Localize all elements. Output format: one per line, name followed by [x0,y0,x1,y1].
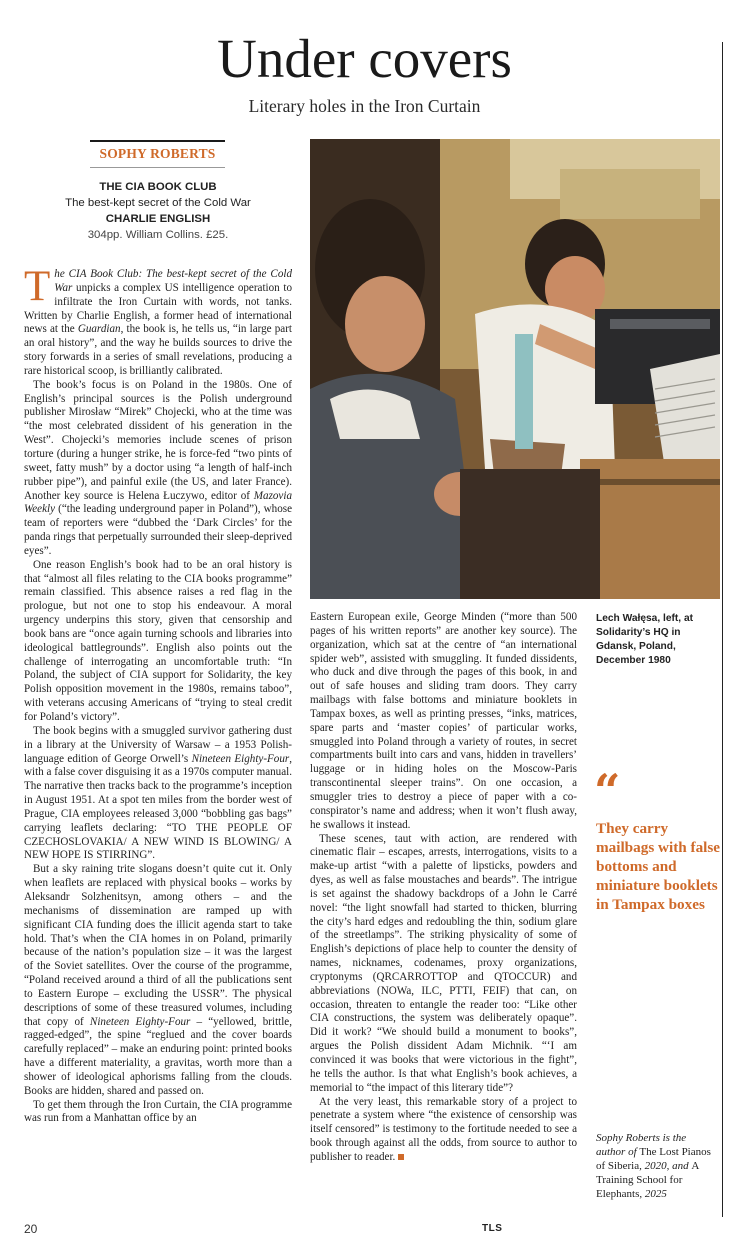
guardian-italic: Guardian [77,323,121,336]
paragraph-2 [24,379,292,559]
page-frame-rule [722,42,723,1217]
book-title-italic: he CIA Book Club: The best-kept secret of the Cold War [54,268,292,294]
photo-caption: Lech Wałęsa, left, at Solidarity’s HQ in Gdansk, Poland, December 1980 [596,613,693,666]
paragraph-2-text-a: The book’s focus is on Poland in the 1980s. One of English’s principal sources is the Polish underground publisher Mirosław “Mirek” Chojecki, who at the time was “the most celebrated dissident of his generation in the West”. Chojecki’s memories include scenes of prison torture (during a hunger strike, he is force-fed “two pints of sweet, fatty mush” by a doctor using “a length of half-inch rubber pipe”), and painful exile (the US, and later France). Another key source is Helena Łuczywo, editor of [24,378,292,502]
paragraph-2-text-b: (“the leading underground paper in Poland”), whose team of reporters were “dubbed the ‘Dark Circles’ for the panda rings that perpetually surrounded their sleep-deprived eyes”. [24,503,292,557]
pull-quote: They carry mailbags with false bottoms and miniature booklets in Tampax boxes [596,820,721,913]
paragraph-5-text-a: But a sky raining trite slogans doesn’t quite cut it. Only when leaflets are replaced with physical books – works by Aleksandr Solzhenitsyn, among others – and the mechanisms of dissemination are ramped up with significant CIA funding does the illicit agenda start to take hold. That’s when the CIA homes in on Poland, primarily because of the nation’s population size – it was the largest of the Soviet satellites. Over the course of the programme, “Poland received around a third of all the publications sent to Eastern Europe – excluding the USSR”. The physical descriptions of some of these treasured volumes, including that copy of [24,863,292,1028]
headline: Under covers [217,28,512,89]
photo-walesa-printing-press [310,139,720,599]
paragraph-3: One reason English’s book had to be an oral history is that “almost all files relating to the CIA books programme” remain classified. This absence raises a red flag in the prologue, but not one to stop his endeavour. A moral urgency underpins this story, given that censorship and book bans are “once again turning schools and libraries into ideological battlegrounds”. English also points out the challenge of interrogating an uncomfortable truth: “In Poland, the subject of CIA support for Solidarity, the key Polish opposition movement in the 1980s, remains taboo”, with veterans accusing Americans of “trying to steal credit for Poland’s victory”. [24,558,292,723]
end-mark-icon [398,1154,404,1160]
byline-rule-top [90,140,225,142]
paragraph-6: To get them through the Iron Curtain, the CIA programme was run from a Manhattan office by an [24,1098,292,1125]
book-info [38,179,278,243]
bio-line-1: Sophy Roberts is the author of [596,1132,687,1158]
paragraph-1-text-b: , the book is, he tells us, “in large part an oral history”, and the way he builds sources to drive the story forwards in a series of small revelations, producing a rare historical scoop, is brilliantly calibrated. [24,323,292,377]
bio-book-2: A Training School for Elephants [596,1160,699,1200]
mazovia-italic: Mazovia Weekly [24,489,292,516]
publication-name: TLS [482,1223,503,1234]
book-title: THE CIA BOOK CLUB [99,181,217,193]
photo-illustration [310,139,720,599]
standfirst: Literary holes in the Iron Curtain [248,96,481,116]
orwell-title-italic: Nineteen Eighty-Four [191,752,290,765]
byline: SOPHY ROBERTS [99,146,216,161]
paragraph-7: These scenes, taut with action, are rendered with cinematic flair – escapes, arrests, interrogations, visits to a make-up artist “with a palette of lipsticks, powders and dyes, as well as false moustaches and beards”. The intrigue is set against the shadowy backdrops of a John le Carré novel: “the light snowfall had started to thicken, blurring the city’s hard edges and redoubling the thin, sodium glare of the streetlamps”. The striking physicality of some of English’s depictions of place help to counter the density of names, nicknames, codenames, proxy organizations, cryptonyms (QRCARROTTOP and QTOCCUR) and abbreviations (NOWa, ILC, PTTI, FEIF) that can, on occasion, threaten to entangle the reader too: “Like other CIA constructions, the system was deliberately opaque”. Did it work? “We should build a monument to books”, argues the Polish dissident Adam Michnik. “‘I am convinced it was books that were victorious in the fight”, he tells the author. Is that what English’s book achieves, a memorial to “the impact of this literary tide”? [310,832,577,1094]
orwell-title-italic-2: Nineteen Eighty-Four [89,1015,191,1028]
byline-rule-bottom [90,167,225,168]
book-subtitle: The best-kept secret of the Cold War [65,197,251,209]
paragraph-5-text-b: – “yellowed, brittle, ragged-edged”, the spine “reglued and the cover boards carefully replaced” – make an enduring point: printed books have a different materiality, a gravitas, worth more than a shower of ideological aphorisms falling from the clouds. Books are hidden, shared and passed on. [24,1015,293,1097]
paragraph-1 [24,263,292,379]
paragraph-5 [24,863,292,1098]
paragraph-8-text: At the very least, this remarkable story of a project to penetrate a system where “the existence of censorship was itself censored” is testimony to the fortitude needed to see a book through against all the odds, from source to author to publisher to reader. [310,1095,577,1163]
bio-book-1: The Lost Pianos of Siberia [596,1146,711,1172]
byline-block [90,140,225,168]
column-1 [24,263,293,1126]
book-details: 304pp. William Collins. £25. [87,229,229,241]
paragraph-4-text-b: , with a false cover disguising it as a 1970s computer manual. The narrative then tracks back to the programme’s inception in August 1951. At a spot ten miles from the border west of Prague, CIA employees released 3,000 “bobbling gas bags” carrying leaflets declaring: “TO THE PEOPLE OF CZECHOSLOVAKIA/ A NEW WIND IS BLOWING/ A NEW HOPE IS STIRRING”. [24,752,292,862]
quote-mark-icon: “ [594,764,621,818]
page-number: 20 [24,1222,38,1236]
bio-line-2: , 2020, and [639,1160,692,1172]
paragraph-4-text-a: The book begins with a smuggled survivor gathering dust in a library at the University of Warsaw – a 1953 Polish-language edition of George Orwell’s [24,724,292,765]
paragraph-4 [24,725,292,863]
paragraph-1-text-a: unpicks a complex US intelligence operation to infiltrate the Iron Curtain with words, not tanks. Written by Charlie English, a former head of international news at the [24,281,292,336]
column-2 [310,611,577,1165]
book-author: CHARLIE ENGLISH [105,213,211,225]
paragraph-8 [310,1096,577,1165]
drop-cap: T [24,263,51,310]
bio-line-3: , 2025 [639,1188,667,1200]
author-bio [596,1131,718,1201]
paragraph-6-continued: Eastern European exile, George Minden (“more than 500 pages of his written reports” are another key source). The organization, which sat at the centre of “an international spider web”, assisted with smuggling. It funded dissidents, who duck and dive through the pages of this book, in and out of safe houses and sliding tram doors. They carry mailbags with false bottoms and miniature booklets in Tampax boxes, as well as printing presses, “inks, matrices, spare parts and ‘master copies’ of particular works, smuggled into Poland through a variety of routes, in secret compartments built into cars and vans, hidden in travellers’ luggage or in hiding holes on the Moscow-Paris transcontinental sleeper trains”. On one occasion, a smuggler tries to destroy a piece of paper with a co-conspirator’s name and address; when it won’t flush away, he swallows it instead. [310,611,577,831]
